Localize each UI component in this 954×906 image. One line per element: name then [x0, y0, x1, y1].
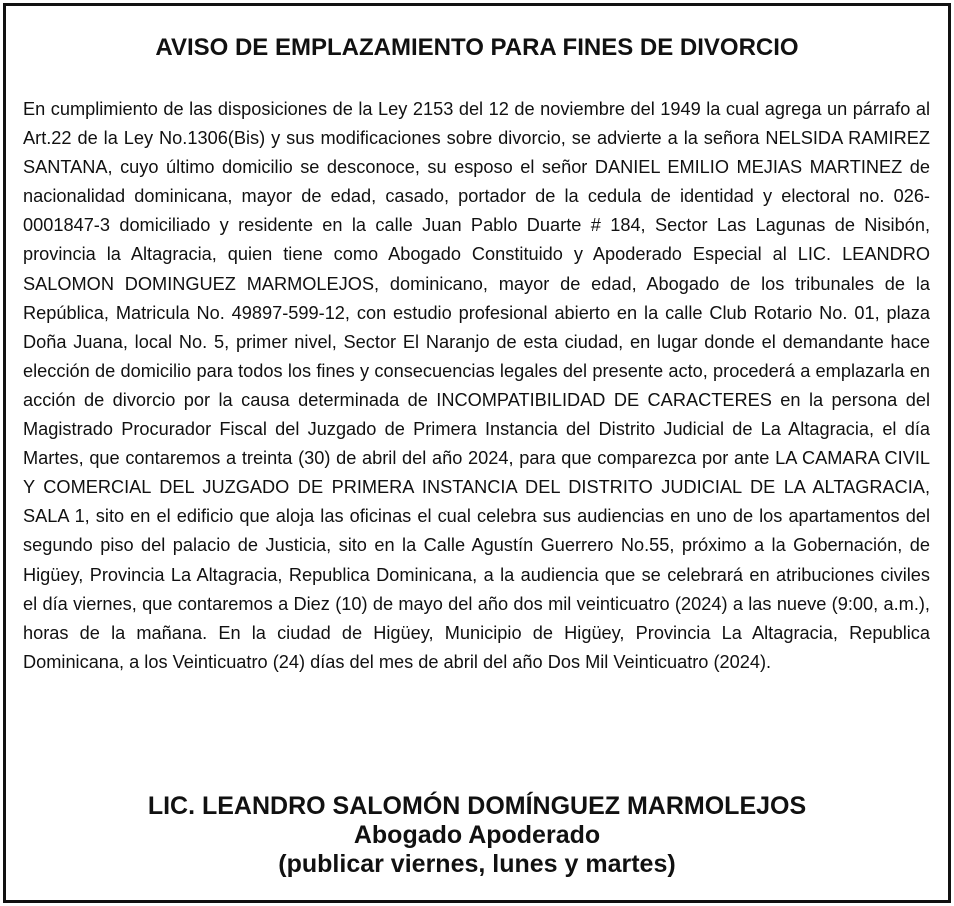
signature-block	[6, 792, 948, 879]
publication-instruction: (publicar viernes, lunes y martes)	[278, 850, 676, 878]
legal-notice-box	[3, 3, 951, 903]
signature-name: LIC. LEANDRO SALOMÓN DOMÍNGUEZ MARMOLEJOS	[147, 792, 807, 820]
notice-title: AVISO DE EMPLAZAMIENTO PARA FINES DE DIVORCIO	[155, 34, 799, 61]
signature-role: Abogado Apoderado	[353, 821, 601, 849]
notice-body: En cumplimiento de las disposiciones de la Ley 2153 del 12 de noviembre del 1949 la cual agrega un párrafo al Art.22 de la Ley No.1306(Bis) y sus modificaciones sobre divorcio, se advierte a la señora NELSIDA RAMIREZ SANTANA, cuyo último domicilio se desconoce, su esposo el señor DANIEL EMILIO MEJIAS MARTINEZ de nacionalidad dominicana, mayor de edad, casado, portador de la cedula de identidad y electoral no. 026-0001847-3 domiciliado y residente en la calle Juan Pablo Duarte # 184, Sector Las Lagunas de Nisibón, provincia la Altagracia, quien tiene como Abogado Constituido y Apoderado Especial al LIC. LEANDRO SALOMON DOMINGUEZ MARMOLEJOS, dominicano, mayor de edad, Abogado de los tribunales de la República, Matricula No. 49897-599-12, con estudio profesional abierto en la calle Club Rotario No. 01, plaza Doña Juana, local No. 5, primer nivel, Sector El Naranjo de esta ciudad, en lugar donde el demandante hace elección de domicilio para todos los fines y consecuencias legales del presente acto, procederá a emplazarla en acción de divorcio por la causa determinada de INCOMPATIBILIDAD DE CARACTERES en la persona del Magistrado Procurador Fiscal del Juzgado de Primera Instancia del Distrito Judicial de La Altagracia, el día Martes, que contaremos a treinta (30) de abril del año 2024, para que comparezca por ante LA CAMARA CIVIL Y COMERCIAL DEL JUZGADO DE PRIMERA INSTANCIA DEL DISTRITO JUDICIAL DE LA ALTAGRACIA, SALA 1, sito en el edificio que aloja las oficinas el cual celebra sus audiencias en uno de los apartamentos del segundo piso del palacio de Justicia, sito en la Calle Agustín Guerrero No.55, próximo a la Gobernación, de Higüey, Provincia La Altagracia, Republica Dominicana, a la audiencia que se celebrará en atribuciones civiles el día viernes, que contaremos a Diez (10) de mayo del año dos mil veinticuatro (2024) a las nueve (9:00, a.m.), horas de la mañana. En la ciudad de Higüey, Municipio de Higüey, Provincia La Altagracia, Republica Dominicana, a los Veinticuatro (24) días del mes de abril del año Dos Mil Veinticuatro (2024).	[23, 99, 930, 672]
